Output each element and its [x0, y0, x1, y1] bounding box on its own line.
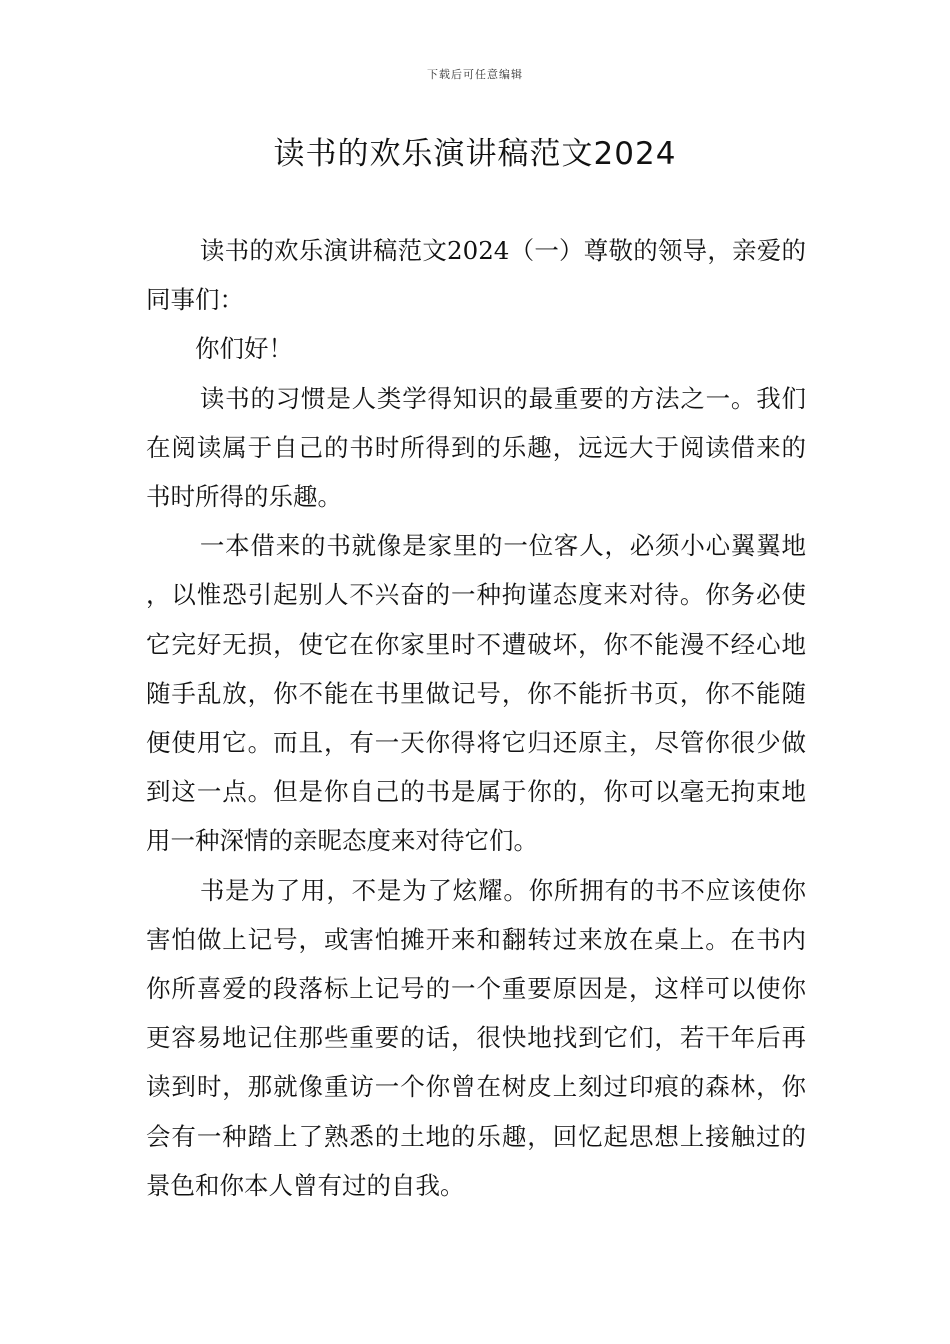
document-title: 读书的欢乐演讲稿范文2024 — [273, 136, 677, 172]
paragraph-greeting: 你们好！ — [195, 334, 293, 364]
header-note: 下载后可任意编辑 — [427, 68, 523, 81]
paragraph-salutation: 读书的欢乐演讲稿范文2024（一）尊敬的领导，亲爱的同事们： — [146, 236, 806, 315]
paragraph-2: 一本借来的书就像是家里的一位客人，必须小心翼翼地，以惟恐引起别人不兴奋的一种拘谨态度来对待。你务必使它完好无损，使它在你家里时不遭破坏，你不能漫不经心地随手乱放，你不能在书里做记号，你不能折书页，你不能随便使用它。而且，有一天你得将它归还原主，尽管你很少做到这一点。但是你自己的书是属于你的，你可以毫无拘束地用一种深情的亲昵态度来对待它们。 — [146, 531, 806, 856]
document-body — [146, 226, 806, 1210]
paragraph-3: 书是为了用，不是为了炫耀。你所拥有的书不应该使你害怕做上记号，或害怕摊开来和翻转过来放在桌上。在书内你所喜爱的段落标上记号的一个重要原因是，这样可以使你更容易地记住那些重要的话，很快地找到它们，若干年后再读到时，那就像重访一个你曾在树皮上刻过印痕的森林，你会有一种踏上了熟悉的土地的乐趣，回忆起思想上接触过的景色和你本人曾有过的自我。 — [146, 875, 806, 1200]
paragraph-1: 读书的习惯是人类学得知识的最重要的方法之一。我们在阅读属于自己的书时所得到的乐趣，远远大于阅读借来的书时所得的乐趣。 — [146, 383, 806, 512]
